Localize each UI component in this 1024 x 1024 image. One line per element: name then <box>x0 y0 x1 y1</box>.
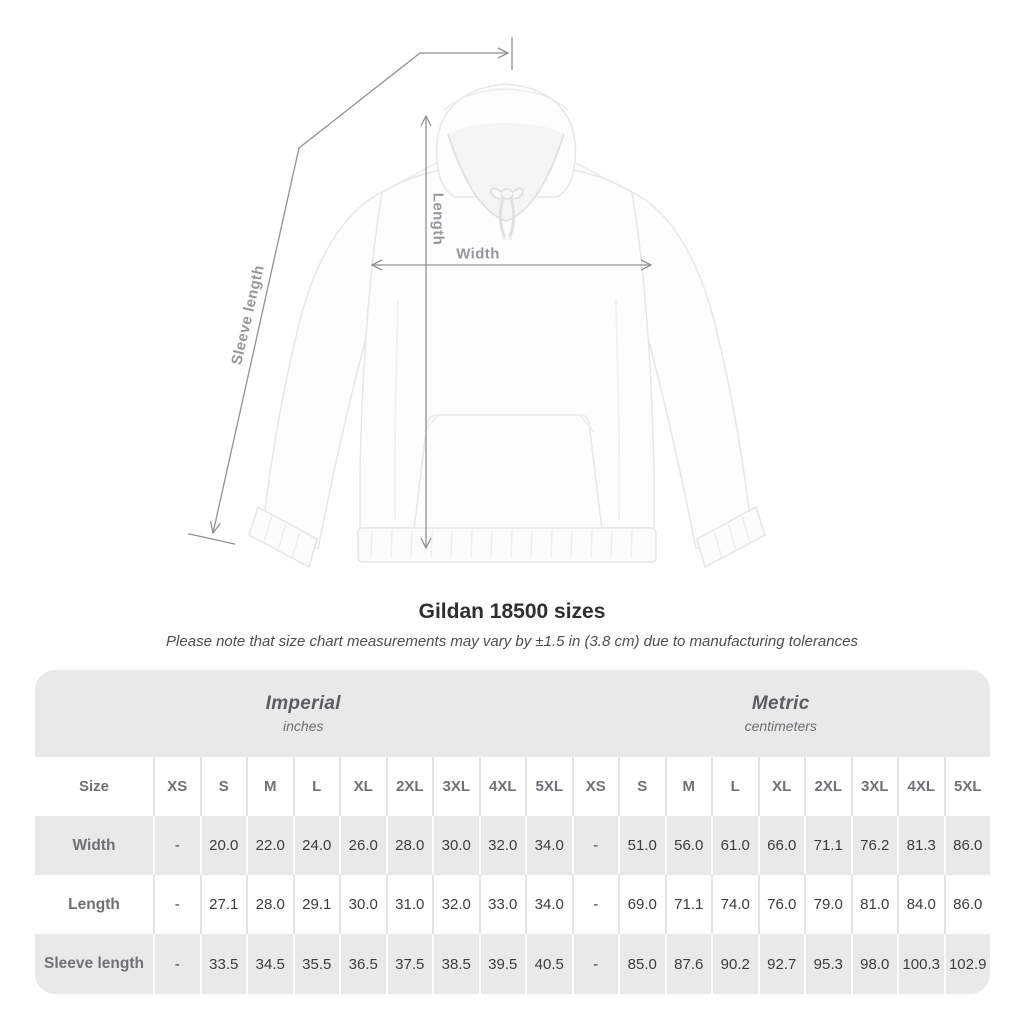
value-cell: 24.0 <box>293 816 340 875</box>
value-cell: 81.0 <box>851 875 898 934</box>
column-header: 4XL <box>897 757 944 816</box>
value-cell: 74.0 <box>711 875 758 934</box>
cuff-tick <box>188 534 235 544</box>
col-header-size: Size <box>35 757 153 816</box>
value-cell: 61.0 <box>711 816 758 875</box>
value-cell: - <box>572 875 619 934</box>
width-measure-label: Width <box>456 245 500 263</box>
column-header: XL <box>758 757 805 816</box>
value-cell: 71.1 <box>665 875 712 934</box>
unit-header-metric <box>572 670 991 757</box>
value-cell: 26.0 <box>339 816 386 875</box>
column-header: 5XL <box>525 757 572 816</box>
value-cell: 71.1 <box>804 816 851 875</box>
tolerance-note: Please note that size chart measurements may vary by ±1.5 in (3.8 cm) due to manufacturing tolerances <box>166 633 858 650</box>
column-header: M <box>665 757 712 816</box>
value-cell: 34.5 <box>246 934 293 994</box>
value-cell: 22.0 <box>246 816 293 875</box>
page-title: Gildan 18500 sizes <box>418 600 606 623</box>
value-cell: 28.0 <box>386 816 433 875</box>
sleeve-length-measure-label: Sleeve length <box>228 263 268 367</box>
value-cell: 27.1 <box>200 875 247 934</box>
value-cell: 56.0 <box>665 816 712 875</box>
value-cell: 40.5 <box>525 934 572 994</box>
value-cell: 85.0 <box>618 934 665 994</box>
column-header: 2XL <box>804 757 851 816</box>
size-table-grid <box>35 670 990 994</box>
value-cell: 31.0 <box>386 875 433 934</box>
value-cell: 28.0 <box>246 875 293 934</box>
value-cell: 87.6 <box>665 934 712 994</box>
value-cell: 92.7 <box>758 934 805 994</box>
value-cell: - <box>572 816 619 875</box>
unit-name: Metric <box>751 693 810 714</box>
row-label-sleeve-length: Sleeve length <box>35 934 153 994</box>
value-cell: 69.0 <box>618 875 665 934</box>
size-table <box>35 670 990 994</box>
value-cell: 90.2 <box>711 934 758 994</box>
value-cell: 76.0 <box>758 875 805 934</box>
value-cell: 38.5 <box>432 934 479 994</box>
value-cell: 30.0 <box>339 875 386 934</box>
value-cell: 66.0 <box>758 816 805 875</box>
value-cell: 95.3 <box>804 934 851 994</box>
column-header: S <box>618 757 665 816</box>
value-cell: 102.9 <box>944 934 991 994</box>
value-cell: 84.0 <box>897 875 944 934</box>
hoodie-illustration <box>249 84 765 567</box>
value-cell: 86.0 <box>944 875 991 934</box>
value-cell: 34.0 <box>525 816 572 875</box>
row-label-length: Length <box>35 875 153 934</box>
value-cell: 32.0 <box>479 816 526 875</box>
column-header: 3XL <box>432 757 479 816</box>
column-header: 5XL <box>944 757 991 816</box>
column-header: M <box>246 757 293 816</box>
value-cell: - <box>153 875 200 934</box>
value-cell: 100.3 <box>897 934 944 994</box>
value-cell: - <box>153 934 200 994</box>
length-measure-label: Length <box>429 192 447 246</box>
kangaroo-pocket <box>414 415 602 530</box>
value-cell: 79.0 <box>804 875 851 934</box>
value-cell: 20.0 <box>200 816 247 875</box>
column-header: 2XL <box>386 757 433 816</box>
value-cell: - <box>153 816 200 875</box>
value-cell: 30.0 <box>432 816 479 875</box>
value-cell: 76.2 <box>851 816 898 875</box>
column-header: XL <box>339 757 386 816</box>
unit-sub: inches <box>283 718 324 734</box>
row-label-width: Width <box>35 816 153 875</box>
value-cell: 81.3 <box>897 816 944 875</box>
column-header: L <box>711 757 758 816</box>
value-cell: 33.0 <box>479 875 526 934</box>
column-header: L <box>293 757 340 816</box>
column-header: 4XL <box>479 757 526 816</box>
value-cell: - <box>572 934 619 994</box>
value-cell: 36.5 <box>339 934 386 994</box>
value-cell: 98.0 <box>851 934 898 994</box>
value-cell: 35.5 <box>293 934 340 994</box>
unit-name: Imperial <box>265 693 341 714</box>
value-cell: 32.0 <box>432 875 479 934</box>
value-cell: 86.0 <box>944 816 991 875</box>
value-cell: 37.5 <box>386 934 433 994</box>
column-header: S <box>200 757 247 816</box>
column-header: XS <box>153 757 200 816</box>
column-header: XS <box>572 757 619 816</box>
value-cell: 39.5 <box>479 934 526 994</box>
value-cell: 29.1 <box>293 875 340 934</box>
value-cell: 34.0 <box>525 875 572 934</box>
value-cell: 51.0 <box>618 816 665 875</box>
unit-header-imperial <box>35 670 572 757</box>
unit-sub: centimeters <box>744 718 817 734</box>
value-cell: 33.5 <box>200 934 247 994</box>
column-header: 3XL <box>851 757 898 816</box>
